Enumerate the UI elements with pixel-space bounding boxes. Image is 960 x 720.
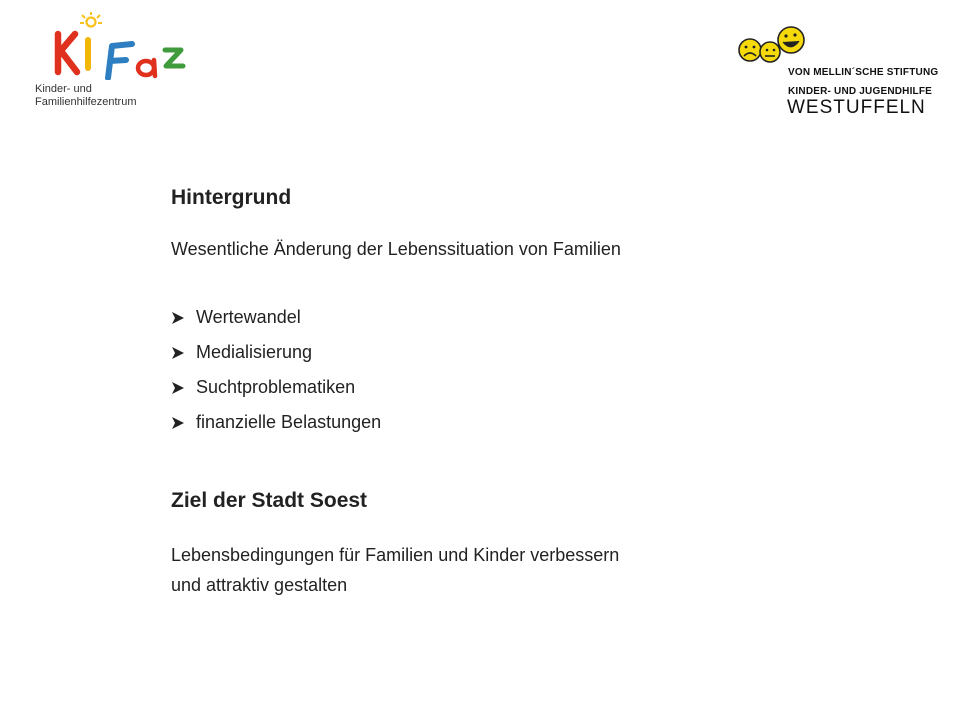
arrowhead-bullet-icon (171, 381, 185, 395)
goal-text (171, 540, 619, 600)
arrowhead-bullet-icon (171, 346, 185, 360)
stiftung-line1: VON MELLIN´SCHE STIFTUNG (788, 67, 939, 78)
sad-face-icon (739, 39, 761, 61)
list-item (171, 335, 381, 370)
kifaz-subtitle-line2: Familienhilfezentrum (35, 96, 137, 108)
list-item-label: finanzielle Belastungen (196, 412, 382, 432)
section-heading-hintergrund: Hintergrund (171, 186, 292, 209)
list-item (171, 405, 381, 440)
list-item-label: Medialisierung (196, 342, 313, 362)
stiftung-line2: KINDER- UND JUGENDHILFE (788, 86, 933, 97)
section-intro: Wesentliche Änderung der Lebenssituation von Familien (171, 239, 621, 259)
letter-z (165, 50, 183, 66)
kifaz-subtitle-line1: Kinder- und (35, 83, 92, 95)
list-item (171, 300, 381, 335)
bullet-list (171, 300, 381, 440)
neutral-face-icon (760, 42, 780, 62)
kifaz-logo-mark (28, 10, 198, 80)
arrowhead-bullet-icon (171, 416, 185, 430)
stiftung-line3: WESTUFFELN (787, 97, 926, 118)
list-item-label: Suchtproblematiken (196, 377, 356, 397)
kifaz-logo (28, 10, 198, 108)
goal-text-line2: und attraktiv gestalten (171, 575, 348, 595)
letter-a (138, 60, 155, 76)
happy-face-icon (778, 27, 804, 53)
stiftung-logo (730, 22, 945, 117)
goal-text-line1: Lebensbedingungen für Familien und Kinder verbessern (171, 545, 620, 565)
kifaz-subtitle (35, 83, 205, 109)
list-item (171, 370, 381, 405)
letter-k (58, 34, 77, 72)
letter-f (108, 44, 132, 78)
section-heading-ziel: Ziel der Stadt Soest (171, 489, 368, 512)
arrowhead-bullet-icon (171, 311, 185, 325)
list-item-label: Wertewandel (196, 307, 301, 327)
sun-icon (80, 12, 102, 27)
